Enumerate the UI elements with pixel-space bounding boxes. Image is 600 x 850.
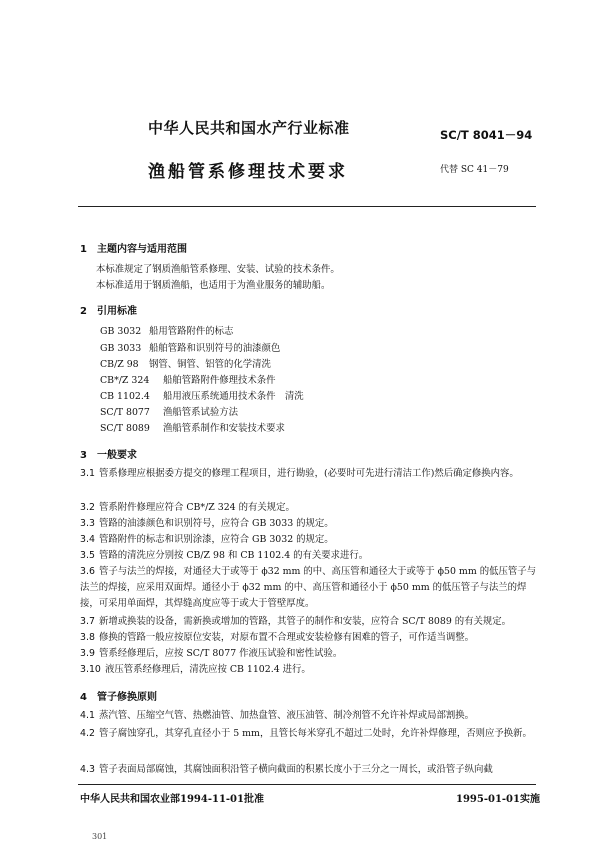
clause-text: 管系附件修理应符合 CB*/Z 324 的有关规定。 <box>98 502 295 513</box>
clause-number: 4.1 <box>80 710 95 721</box>
reference-title: 船用液压系统通用技术条件 清洗 <box>162 391 304 402</box>
section-heading: 4 管子修换原则 <box>80 692 157 703</box>
implementation-date: 1995-01-01实施 <box>456 794 540 805</box>
reference-title: 船舶管路附件修理技术条件 <box>162 375 276 386</box>
reference-title: 钢管、铜管、铝管的化学清洗 <box>148 359 271 370</box>
reference-code: CB 1102.4 <box>100 391 150 402</box>
reference-code: SC/T 8077 <box>100 407 150 418</box>
clause-item <box>80 708 543 724</box>
replaces-note: 代替 SC 41－79 <box>440 165 509 175</box>
clause-item <box>80 762 543 778</box>
clause-number: 3.5 <box>80 550 95 561</box>
clause-item <box>80 614 543 630</box>
reference-item <box>100 323 233 337</box>
clause-number: 3.3 <box>80 518 95 529</box>
reference-item <box>100 420 285 434</box>
reference-item <box>100 404 238 418</box>
clause-number: 3.2 <box>80 502 95 513</box>
reference-item <box>100 356 271 370</box>
clause-item <box>80 646 543 662</box>
clause-text: 管系经修理后，应按 SC/T 8077 作液压试验和密性试验。 <box>98 648 343 659</box>
clause-text: 管路的油漆颜色和识别符号，应符合 GB 3033 的规定。 <box>98 518 334 529</box>
paragraph: 本标准规定了钢质渔船管系修理、安装、试验的技术条件。 <box>96 264 340 275</box>
clause-text: 液压管系经修理后，清洗应按 CB 1102.4 进行。 <box>104 664 311 675</box>
reference-title: 船舶管路和识别符号的油漆颜色 <box>148 343 281 354</box>
footer-divider <box>78 784 536 785</box>
clause-number: 3.7 <box>80 616 95 627</box>
reference-item <box>100 372 276 386</box>
clause-text: 蒸汽管、压缩空气管、热燃油管、加热盘管、液压油管、制冷剂管不允许补焊或局部割换。 <box>98 710 474 721</box>
standard-code: SC/T 8041－94 <box>440 128 533 142</box>
clause-number: 3.1 <box>80 468 95 479</box>
section-heading: 1 主题内容与适用范围 <box>80 244 187 255</box>
section-heading: 3 一般要求 <box>80 450 137 461</box>
clause-number: 3.4 <box>80 534 95 545</box>
page-number: 301 <box>92 832 108 841</box>
clause-item <box>80 726 543 742</box>
reference-code: CB/Z 98 <box>100 359 139 370</box>
clause-item <box>80 548 543 564</box>
reference-item <box>100 388 304 402</box>
clause-text: 管子腐蚀穿孔，其穿孔直径小于 5 mm，且管长每米穿孔不超过二处时，允许补焊修理，否则应予换新。 <box>98 728 532 739</box>
header-divider <box>78 206 536 207</box>
approval-line: 中华人民共和国农业部1994-11-01批准 <box>80 794 264 805</box>
reference-code: GB 3032 <box>100 326 142 337</box>
clause-text: 新增或换装的设备，需新换或增加的管路，其管子的制作和安装，应符合 SC/T 8089 的有关规定。 <box>98 616 512 627</box>
clause-item <box>80 500 543 516</box>
reference-item <box>100 340 280 354</box>
reference-title: 渔船管系制作和安装技术要求 <box>162 423 285 434</box>
clause-item <box>80 564 543 612</box>
paragraph: 本标准适用于钢质渔船，也适用于为渔业服务的辅助船。 <box>96 280 331 291</box>
clause-text: 管系修理应根据委方提交的修理工程项目，进行勘验，(必要时可先进行清洁工作)然后确定修换内容。 <box>98 468 519 479</box>
reference-code: CB*/Z 324 <box>100 375 150 386</box>
clause-item <box>80 532 543 548</box>
clause-text: 管子与法兰的焊接，对通径大于或等于 ϕ32 mm 的中、高压管和通径大于或等于 ϕ50 mm 的低压管子与法兰的焊接，应采用双面焊。通径小于 ϕ32 mm 的中、高压管和通径小于 ϕ50 mm 的低压管子与法兰的焊接，可采用单面焊，其焊缝高度应等于或大于管壁厚度。 <box>80 566 536 609</box>
section-heading: 2 引用标准 <box>80 306 137 317</box>
clause-number: 3.9 <box>80 648 95 659</box>
clause-number: 4.3 <box>80 764 95 775</box>
clause-text: 管路附件的标志和识别涂漆，应符合 GB 3032 的规定。 <box>98 534 334 545</box>
clause-item <box>80 630 543 646</box>
clause-item <box>80 662 543 678</box>
clause-item <box>80 466 543 482</box>
clause-text: 修换的管路一般应按原位安装，对原布置不合理或安装检修有困难的管子，可作适当调整。 <box>98 632 474 643</box>
clause-number: 3.6 <box>80 566 95 577</box>
clause-text: 管子表面局部腐蚀，其腐蚀面积沿管子横向截面的积累长度小于三分之一周长，或沿管子纵向截 <box>98 764 493 775</box>
reference-code: GB 3033 <box>100 343 142 354</box>
clause-text: 管路的清洗应分别按 CB/Z 98 和 CB 1102.4 的有关要求进行。 <box>98 550 369 561</box>
reference-title: 渔船管系试验方法 <box>162 407 238 418</box>
reference-code: SC/T 8089 <box>100 423 150 434</box>
reference-title: 船用管路附件的标志 <box>148 326 234 337</box>
standard-title: 中华人民共和国水产行业标准 <box>148 119 350 137</box>
document-title: 渔船管系修理技术要求 <box>148 162 348 182</box>
clause-number: 3.10 <box>80 664 101 675</box>
clause-item <box>80 516 543 532</box>
clause-number: 3.8 <box>80 632 95 643</box>
clause-number: 4.2 <box>80 728 95 739</box>
